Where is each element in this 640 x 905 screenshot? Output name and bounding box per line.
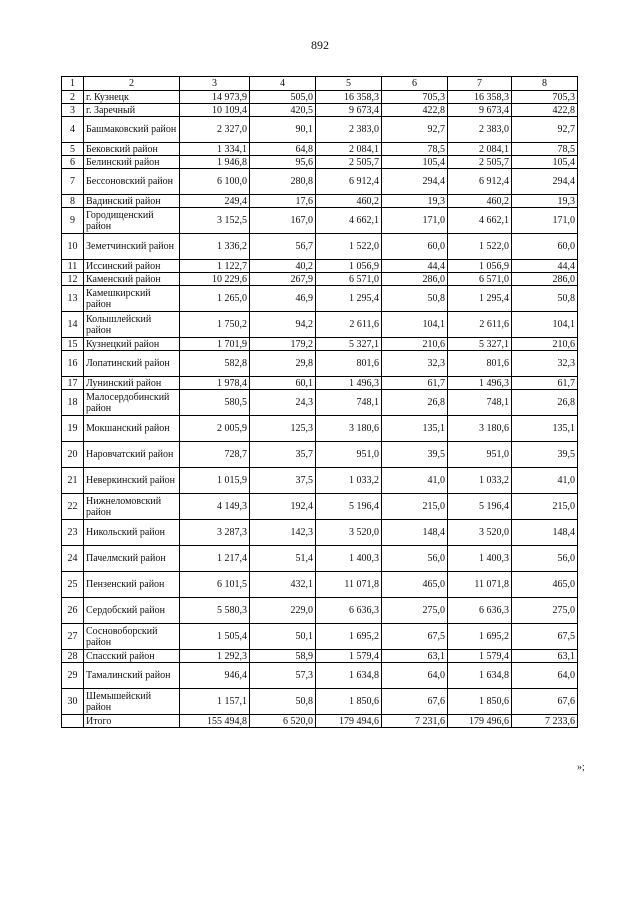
value-col-3: 1 217,4 bbox=[180, 546, 250, 572]
value-col-5: 1 400,3 bbox=[316, 546, 382, 572]
row-number: 10 bbox=[62, 234, 84, 260]
row-number: 26 bbox=[62, 598, 84, 624]
value-col-4: 58,9 bbox=[250, 650, 316, 663]
value-col-4: 46,9 bbox=[250, 286, 316, 312]
value-col-6: 64,0 bbox=[382, 663, 448, 689]
table-row bbox=[62, 689, 578, 715]
district-name: Малосердобинский район bbox=[84, 390, 180, 416]
district-name: Городищенский район bbox=[84, 208, 180, 234]
value-col-5: 1 850,6 bbox=[316, 689, 382, 715]
value-col-5: 2 084,1 bbox=[316, 143, 382, 156]
value-col-8: 44,4 bbox=[512, 260, 578, 273]
value-col-4: 95,6 bbox=[250, 156, 316, 169]
value-col-5: 951,0 bbox=[316, 442, 382, 468]
value-col-7: 5 327,1 bbox=[448, 338, 512, 351]
value-col-5: 1 056,9 bbox=[316, 260, 382, 273]
value-col-8: 60,0 bbox=[512, 234, 578, 260]
value-col-5: 801,6 bbox=[316, 351, 382, 377]
value-col-3: 1 015,9 bbox=[180, 468, 250, 494]
row-number: 12 bbox=[62, 273, 84, 286]
value-col-3: 3 152,5 bbox=[180, 208, 250, 234]
value-col-7: 16 358,3 bbox=[448, 91, 512, 104]
value-col-3: 249,4 bbox=[180, 195, 250, 208]
table-row bbox=[62, 494, 578, 520]
district-name: Белинский район bbox=[84, 156, 180, 169]
value-col-7: 2 084,1 bbox=[448, 143, 512, 156]
table-row bbox=[62, 169, 578, 195]
row-number: 3 bbox=[62, 104, 84, 117]
value-col-4: 280,8 bbox=[250, 169, 316, 195]
value-col-8: 215,0 bbox=[512, 494, 578, 520]
value-col-4: 125,3 bbox=[250, 416, 316, 442]
value-col-7: 1 400,3 bbox=[448, 546, 512, 572]
value-col-6: 60,0 bbox=[382, 234, 448, 260]
district-table bbox=[61, 76, 578, 728]
row-number: 21 bbox=[62, 468, 84, 494]
district-name: Иссинский район bbox=[84, 260, 180, 273]
value-col-5: 3 180,6 bbox=[316, 416, 382, 442]
value-col-3: 4 149,3 bbox=[180, 494, 250, 520]
value-col-6: 104,1 bbox=[382, 312, 448, 338]
value-col-3: 1 701,9 bbox=[180, 338, 250, 351]
value-col-6: 19,3 bbox=[382, 195, 448, 208]
closing-mark: »; bbox=[577, 762, 585, 773]
value-col-3: 1 334,1 bbox=[180, 143, 250, 156]
value-col-8: 104,1 bbox=[512, 312, 578, 338]
value-col-3: 1 978,4 bbox=[180, 377, 250, 390]
row-number: 4 bbox=[62, 117, 84, 143]
district-name: Неверкинский район bbox=[84, 468, 180, 494]
table-body bbox=[62, 91, 578, 728]
value-col-8: 294,4 bbox=[512, 169, 578, 195]
value-col-6: 465,0 bbox=[382, 572, 448, 598]
value-col-5: 3 520,0 bbox=[316, 520, 382, 546]
value-col-7: 9 673,4 bbox=[448, 104, 512, 117]
value-col-4: 90,1 bbox=[250, 117, 316, 143]
column-header: 7 bbox=[448, 77, 512, 91]
value-col-6: 148,4 bbox=[382, 520, 448, 546]
row-number: 18 bbox=[62, 390, 84, 416]
table-row bbox=[62, 195, 578, 208]
row-number: 16 bbox=[62, 351, 84, 377]
value-col-3: 580,5 bbox=[180, 390, 250, 416]
district-name: Кузнецкий район bbox=[84, 338, 180, 351]
table-row bbox=[62, 663, 578, 689]
value-col-8: 26,8 bbox=[512, 390, 578, 416]
district-name: Нижнеломовский район bbox=[84, 494, 180, 520]
value-col-3: 14 973,9 bbox=[180, 91, 250, 104]
row-number: 11 bbox=[62, 260, 84, 273]
value-col-5: 16 358,3 bbox=[316, 91, 382, 104]
row-number: 2 bbox=[62, 91, 84, 104]
column-header: 6 bbox=[382, 77, 448, 91]
value-col-7: 1 850,6 bbox=[448, 689, 512, 715]
value-col-5: 748,1 bbox=[316, 390, 382, 416]
column-header: 8 bbox=[512, 77, 578, 91]
value-col-7: 2 611,6 bbox=[448, 312, 512, 338]
value-col-5: 1 033,2 bbox=[316, 468, 382, 494]
value-col-4: 94,2 bbox=[250, 312, 316, 338]
row-number: 8 bbox=[62, 195, 84, 208]
value-col-3: 946,4 bbox=[180, 663, 250, 689]
value-col-3: 1 946,8 bbox=[180, 156, 250, 169]
district-name: Никольский район bbox=[84, 520, 180, 546]
value-col-4: 432,1 bbox=[250, 572, 316, 598]
row-number: 20 bbox=[62, 442, 84, 468]
value-col-8: 78,5 bbox=[512, 143, 578, 156]
table-row bbox=[62, 598, 578, 624]
value-col-3: 582,8 bbox=[180, 351, 250, 377]
value-col-8: 210,6 bbox=[512, 338, 578, 351]
district-name: Спасский район bbox=[84, 650, 180, 663]
table-row bbox=[62, 260, 578, 273]
table-row bbox=[62, 286, 578, 312]
value-col-5: 11 071,8 bbox=[316, 572, 382, 598]
value-col-6: 7 231,6 bbox=[382, 715, 448, 728]
value-col-6: 50,8 bbox=[382, 286, 448, 312]
total-row bbox=[62, 715, 578, 728]
value-col-6: 41,0 bbox=[382, 468, 448, 494]
value-col-3: 5 580,3 bbox=[180, 598, 250, 624]
value-col-5: 460,2 bbox=[316, 195, 382, 208]
value-col-6: 78,5 bbox=[382, 143, 448, 156]
value-col-6: 67,5 bbox=[382, 624, 448, 650]
value-col-4: 51,4 bbox=[250, 546, 316, 572]
value-col-6: 61,7 bbox=[382, 377, 448, 390]
district-name: Пензенский район bbox=[84, 572, 180, 598]
value-col-5: 4 662,1 bbox=[316, 208, 382, 234]
value-col-6: 26,8 bbox=[382, 390, 448, 416]
value-col-4: 142,3 bbox=[250, 520, 316, 546]
table-row bbox=[62, 351, 578, 377]
table-row bbox=[62, 546, 578, 572]
value-col-6: 63,1 bbox=[382, 650, 448, 663]
district-name: Бековский район bbox=[84, 143, 180, 156]
value-col-3: 10 109,4 bbox=[180, 104, 250, 117]
district-name: Сердобский район bbox=[84, 598, 180, 624]
row-number: 29 bbox=[62, 663, 84, 689]
value-col-3: 728,7 bbox=[180, 442, 250, 468]
value-col-5: 1 522,0 bbox=[316, 234, 382, 260]
value-col-5: 6 571,0 bbox=[316, 273, 382, 286]
value-col-4: 29,8 bbox=[250, 351, 316, 377]
table-row bbox=[62, 442, 578, 468]
district-name: Шемышейский район bbox=[84, 689, 180, 715]
value-col-5: 1 579,4 bbox=[316, 650, 382, 663]
value-col-5: 6 636,3 bbox=[316, 598, 382, 624]
district-name: Бессоновский район bbox=[84, 169, 180, 195]
value-col-6: 171,0 bbox=[382, 208, 448, 234]
value-col-6: 275,0 bbox=[382, 598, 448, 624]
value-col-4: 420,5 bbox=[250, 104, 316, 117]
row-number: 6 bbox=[62, 156, 84, 169]
column-header: 1 bbox=[62, 77, 84, 91]
table-row bbox=[62, 273, 578, 286]
value-col-6: 422,8 bbox=[382, 104, 448, 117]
value-col-6: 32,3 bbox=[382, 351, 448, 377]
district-name: Наровчатский район bbox=[84, 442, 180, 468]
value-col-6: 215,0 bbox=[382, 494, 448, 520]
value-col-8: 41,0 bbox=[512, 468, 578, 494]
district-name: г. Заречный bbox=[84, 104, 180, 117]
value-col-7: 3 520,0 bbox=[448, 520, 512, 546]
value-col-8: 50,8 bbox=[512, 286, 578, 312]
value-col-3: 3 287,3 bbox=[180, 520, 250, 546]
value-col-3: 1 336,2 bbox=[180, 234, 250, 260]
district-name: Вадинский район bbox=[84, 195, 180, 208]
column-header: 4 bbox=[250, 77, 316, 91]
value-col-7: 1 496,3 bbox=[448, 377, 512, 390]
value-col-5: 179 494,6 bbox=[316, 715, 382, 728]
table-row bbox=[62, 143, 578, 156]
value-col-6: 39,5 bbox=[382, 442, 448, 468]
value-col-6: 705,3 bbox=[382, 91, 448, 104]
column-header: 5 bbox=[316, 77, 382, 91]
value-col-7: 1 522,0 bbox=[448, 234, 512, 260]
value-col-8: 67,5 bbox=[512, 624, 578, 650]
value-col-7: 801,6 bbox=[448, 351, 512, 377]
value-col-7: 2 383,0 bbox=[448, 117, 512, 143]
value-col-7: 1 056,9 bbox=[448, 260, 512, 273]
value-col-4: 505,0 bbox=[250, 91, 316, 104]
table-row bbox=[62, 377, 578, 390]
value-col-8: 105,4 bbox=[512, 156, 578, 169]
district-name: Земетчинский район bbox=[84, 234, 180, 260]
value-col-7: 748,1 bbox=[448, 390, 512, 416]
value-col-7: 6 912,4 bbox=[448, 169, 512, 195]
value-col-4: 17,6 bbox=[250, 195, 316, 208]
value-col-8: 92,7 bbox=[512, 117, 578, 143]
district-name: Колышлейский район bbox=[84, 312, 180, 338]
district-name: Башмаковский район bbox=[84, 117, 180, 143]
value-col-7: 179 496,6 bbox=[448, 715, 512, 728]
table-row bbox=[62, 624, 578, 650]
value-col-8: 19,3 bbox=[512, 195, 578, 208]
row-number: 24 bbox=[62, 546, 84, 572]
value-col-4: 24,3 bbox=[250, 390, 316, 416]
value-col-7: 5 196,4 bbox=[448, 494, 512, 520]
value-col-8: 7 233,6 bbox=[512, 715, 578, 728]
row-number: 7 bbox=[62, 169, 84, 195]
value-col-8: 171,0 bbox=[512, 208, 578, 234]
value-col-5: 2 505,7 bbox=[316, 156, 382, 169]
value-col-3: 1 505,4 bbox=[180, 624, 250, 650]
value-col-5: 1 634,8 bbox=[316, 663, 382, 689]
value-col-8: 64,0 bbox=[512, 663, 578, 689]
district-name: г. Кузнецк bbox=[84, 91, 180, 104]
value-col-4: 35,7 bbox=[250, 442, 316, 468]
value-col-7: 6 571,0 bbox=[448, 273, 512, 286]
row-number: 17 bbox=[62, 377, 84, 390]
row-number: 9 bbox=[62, 208, 84, 234]
value-col-5: 5 327,1 bbox=[316, 338, 382, 351]
value-col-3: 2 005,9 bbox=[180, 416, 250, 442]
value-col-5: 1 496,3 bbox=[316, 377, 382, 390]
value-col-6: 294,4 bbox=[382, 169, 448, 195]
district-name: Сосновоборский район bbox=[84, 624, 180, 650]
value-col-8: 56,0 bbox=[512, 546, 578, 572]
column-header: 3 bbox=[180, 77, 250, 91]
value-col-7: 4 662,1 bbox=[448, 208, 512, 234]
table-row bbox=[62, 572, 578, 598]
value-col-3: 1 157,1 bbox=[180, 689, 250, 715]
district-name: Мокшанский район bbox=[84, 416, 180, 442]
value-col-5: 1 695,2 bbox=[316, 624, 382, 650]
value-col-7: 951,0 bbox=[448, 442, 512, 468]
value-col-8: 148,4 bbox=[512, 520, 578, 546]
value-col-7: 1 033,2 bbox=[448, 468, 512, 494]
table-row bbox=[62, 390, 578, 416]
row-number: 5 bbox=[62, 143, 84, 156]
value-col-3: 1 265,0 bbox=[180, 286, 250, 312]
value-col-8: 67,6 bbox=[512, 689, 578, 715]
value-col-5: 1 295,4 bbox=[316, 286, 382, 312]
district-name: Лопатинский район bbox=[84, 351, 180, 377]
value-col-7: 1 295,4 bbox=[448, 286, 512, 312]
value-col-4: 37,5 bbox=[250, 468, 316, 494]
value-col-7: 2 505,7 bbox=[448, 156, 512, 169]
value-col-4: 179,2 bbox=[250, 338, 316, 351]
table-row bbox=[62, 650, 578, 663]
table-row bbox=[62, 520, 578, 546]
column-header: 2 bbox=[84, 77, 180, 91]
value-col-4: 167,0 bbox=[250, 208, 316, 234]
table-row bbox=[62, 117, 578, 143]
row-number: 23 bbox=[62, 520, 84, 546]
row-number: 28 bbox=[62, 650, 84, 663]
value-col-6: 67,6 bbox=[382, 689, 448, 715]
table-row bbox=[62, 338, 578, 351]
value-col-7: 1 695,2 bbox=[448, 624, 512, 650]
value-col-3: 6 100,0 bbox=[180, 169, 250, 195]
value-col-8: 63,1 bbox=[512, 650, 578, 663]
value-col-4: 64,8 bbox=[250, 143, 316, 156]
value-col-8: 39,5 bbox=[512, 442, 578, 468]
row-number: 27 bbox=[62, 624, 84, 650]
row-number: 19 bbox=[62, 416, 84, 442]
header-row bbox=[62, 77, 578, 91]
page-number: 892 bbox=[311, 38, 329, 52]
value-col-7: 6 636,3 bbox=[448, 598, 512, 624]
value-col-4: 192,4 bbox=[250, 494, 316, 520]
value-col-8: 422,8 bbox=[512, 104, 578, 117]
district-name: Тамалинский район bbox=[84, 663, 180, 689]
value-col-4: 40,2 bbox=[250, 260, 316, 273]
row-number: 25 bbox=[62, 572, 84, 598]
value-col-7: 11 071,8 bbox=[448, 572, 512, 598]
row-number bbox=[62, 715, 84, 728]
value-col-6: 92,7 bbox=[382, 117, 448, 143]
table-row bbox=[62, 91, 578, 104]
table-row bbox=[62, 104, 578, 117]
value-col-8: 61,7 bbox=[512, 377, 578, 390]
district-name: Итого bbox=[84, 715, 180, 728]
value-col-7: 1 634,8 bbox=[448, 663, 512, 689]
value-col-8: 705,3 bbox=[512, 91, 578, 104]
value-col-7: 460,2 bbox=[448, 195, 512, 208]
value-col-3: 155 494,8 bbox=[180, 715, 250, 728]
value-col-5: 9 673,4 bbox=[316, 104, 382, 117]
value-col-6: 56,0 bbox=[382, 546, 448, 572]
value-col-7: 3 180,6 bbox=[448, 416, 512, 442]
value-col-4: 50,8 bbox=[250, 689, 316, 715]
row-number: 22 bbox=[62, 494, 84, 520]
value-col-8: 32,3 bbox=[512, 351, 578, 377]
table-row bbox=[62, 234, 578, 260]
value-col-3: 2 327,0 bbox=[180, 117, 250, 143]
row-number: 14 bbox=[62, 312, 84, 338]
value-col-4: 57,3 bbox=[250, 663, 316, 689]
value-col-4: 56,7 bbox=[250, 234, 316, 260]
value-col-3: 1 292,3 bbox=[180, 650, 250, 663]
value-col-6: 105,4 bbox=[382, 156, 448, 169]
row-number: 13 bbox=[62, 286, 84, 312]
value-col-8: 465,0 bbox=[512, 572, 578, 598]
value-col-8: 286,0 bbox=[512, 273, 578, 286]
row-number: 15 bbox=[62, 338, 84, 351]
value-col-4: 267,9 bbox=[250, 273, 316, 286]
value-col-8: 275,0 bbox=[512, 598, 578, 624]
value-col-6: 135,1 bbox=[382, 416, 448, 442]
table-row bbox=[62, 156, 578, 169]
value-col-7: 1 579,4 bbox=[448, 650, 512, 663]
table-row bbox=[62, 468, 578, 494]
value-col-5: 2 383,0 bbox=[316, 117, 382, 143]
value-col-6: 286,0 bbox=[382, 273, 448, 286]
value-col-3: 1 750,2 bbox=[180, 312, 250, 338]
value-col-6: 210,6 bbox=[382, 338, 448, 351]
value-col-5: 6 912,4 bbox=[316, 169, 382, 195]
value-col-4: 60,1 bbox=[250, 377, 316, 390]
table-row bbox=[62, 312, 578, 338]
row-number: 30 bbox=[62, 689, 84, 715]
value-col-4: 50,1 bbox=[250, 624, 316, 650]
value-col-6: 44,4 bbox=[382, 260, 448, 273]
value-col-3: 1 122,7 bbox=[180, 260, 250, 273]
value-col-8: 135,1 bbox=[512, 416, 578, 442]
district-name: Камешкирский район bbox=[84, 286, 180, 312]
value-col-3: 10 229,6 bbox=[180, 273, 250, 286]
value-col-5: 5 196,4 bbox=[316, 494, 382, 520]
table-row bbox=[62, 416, 578, 442]
value-col-3: 6 101,5 bbox=[180, 572, 250, 598]
table-row bbox=[62, 208, 578, 234]
district-name: Лунинский район bbox=[84, 377, 180, 390]
district-name: Каменский район bbox=[84, 273, 180, 286]
district-name: Пачелмский район bbox=[84, 546, 180, 572]
value-col-5: 2 611,6 bbox=[316, 312, 382, 338]
value-col-4: 229,0 bbox=[250, 598, 316, 624]
district-table-container bbox=[61, 76, 578, 728]
value-col-4: 6 520,0 bbox=[250, 715, 316, 728]
